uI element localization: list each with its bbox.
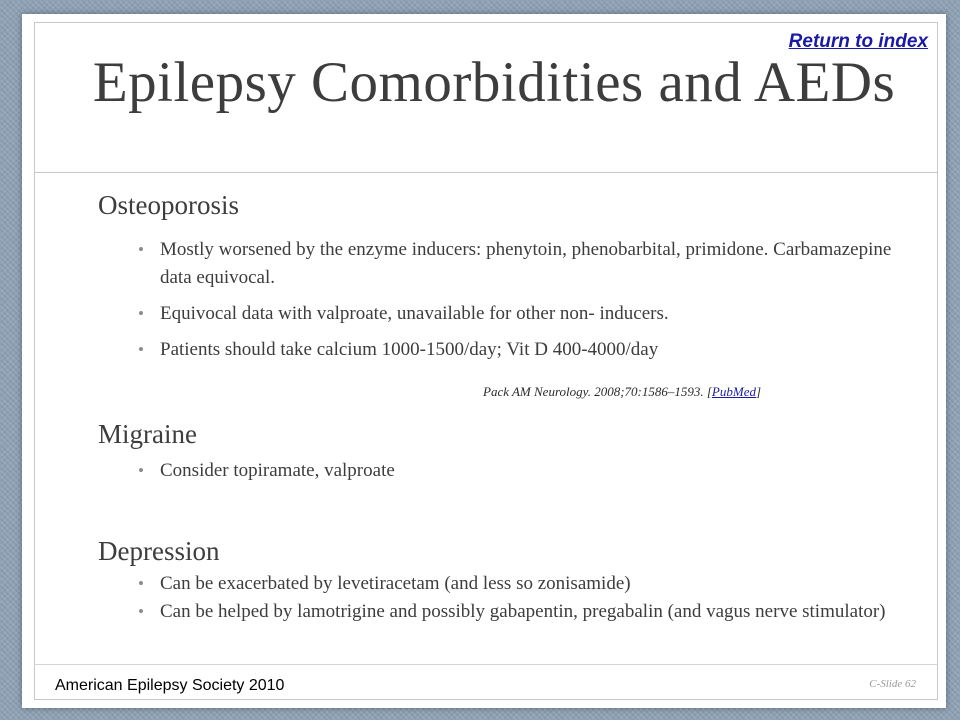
- section-heading-osteoporosis: Osteoporosis: [98, 190, 239, 220]
- footer-source: American Epilepsy Society 2010: [55, 677, 285, 694]
- list-item: • Consider topiramate, valproate: [136, 457, 896, 485]
- citation: [483, 384, 761, 400]
- section-heading-migraine: Migraine: [98, 419, 197, 449]
- slide-title: Epilepsy Comorbidities and AEDs: [92, 51, 896, 114]
- citation-text: Pack AM Neurology. 2008;70:1586–1593. [: [483, 384, 712, 399]
- return-to-index-link[interactable]: Return to index: [788, 31, 928, 52]
- list-item: • Patients should take calcium 1000-1500/day; Vit D 400-4000/day: [136, 336, 896, 364]
- footer-divider: [34, 664, 938, 665]
- osteoporosis-bullet-list: [136, 236, 896, 364]
- citation-close: ]: [755, 384, 762, 399]
- pubmed-link[interactable]: PubMed: [711, 384, 756, 399]
- list-item: • Can be exacerbated by levetiracetam (and less so zonisamide): [136, 572, 896, 596]
- list-item: • Mostly worsened by the enzyme inducers: phenytoin, phenobarbital, primidone. Carbamazepine data equivocal.: [136, 236, 896, 292]
- slide: [22, 14, 946, 708]
- list-item: • Equivocal data with valproate, unavailable for other non- inducers.: [136, 300, 896, 328]
- slide-number: C-Slide 62: [869, 678, 916, 690]
- title-divider: [34, 172, 938, 173]
- section-heading-depression: Depression: [98, 536, 220, 566]
- depression-bullet-list: [136, 572, 896, 624]
- list-item: • Can be helped by lamotrigine and possibly gabapentin, pregabalin (and vagus nerve stimulator): [136, 600, 896, 624]
- migraine-bullet-list: [136, 457, 896, 485]
